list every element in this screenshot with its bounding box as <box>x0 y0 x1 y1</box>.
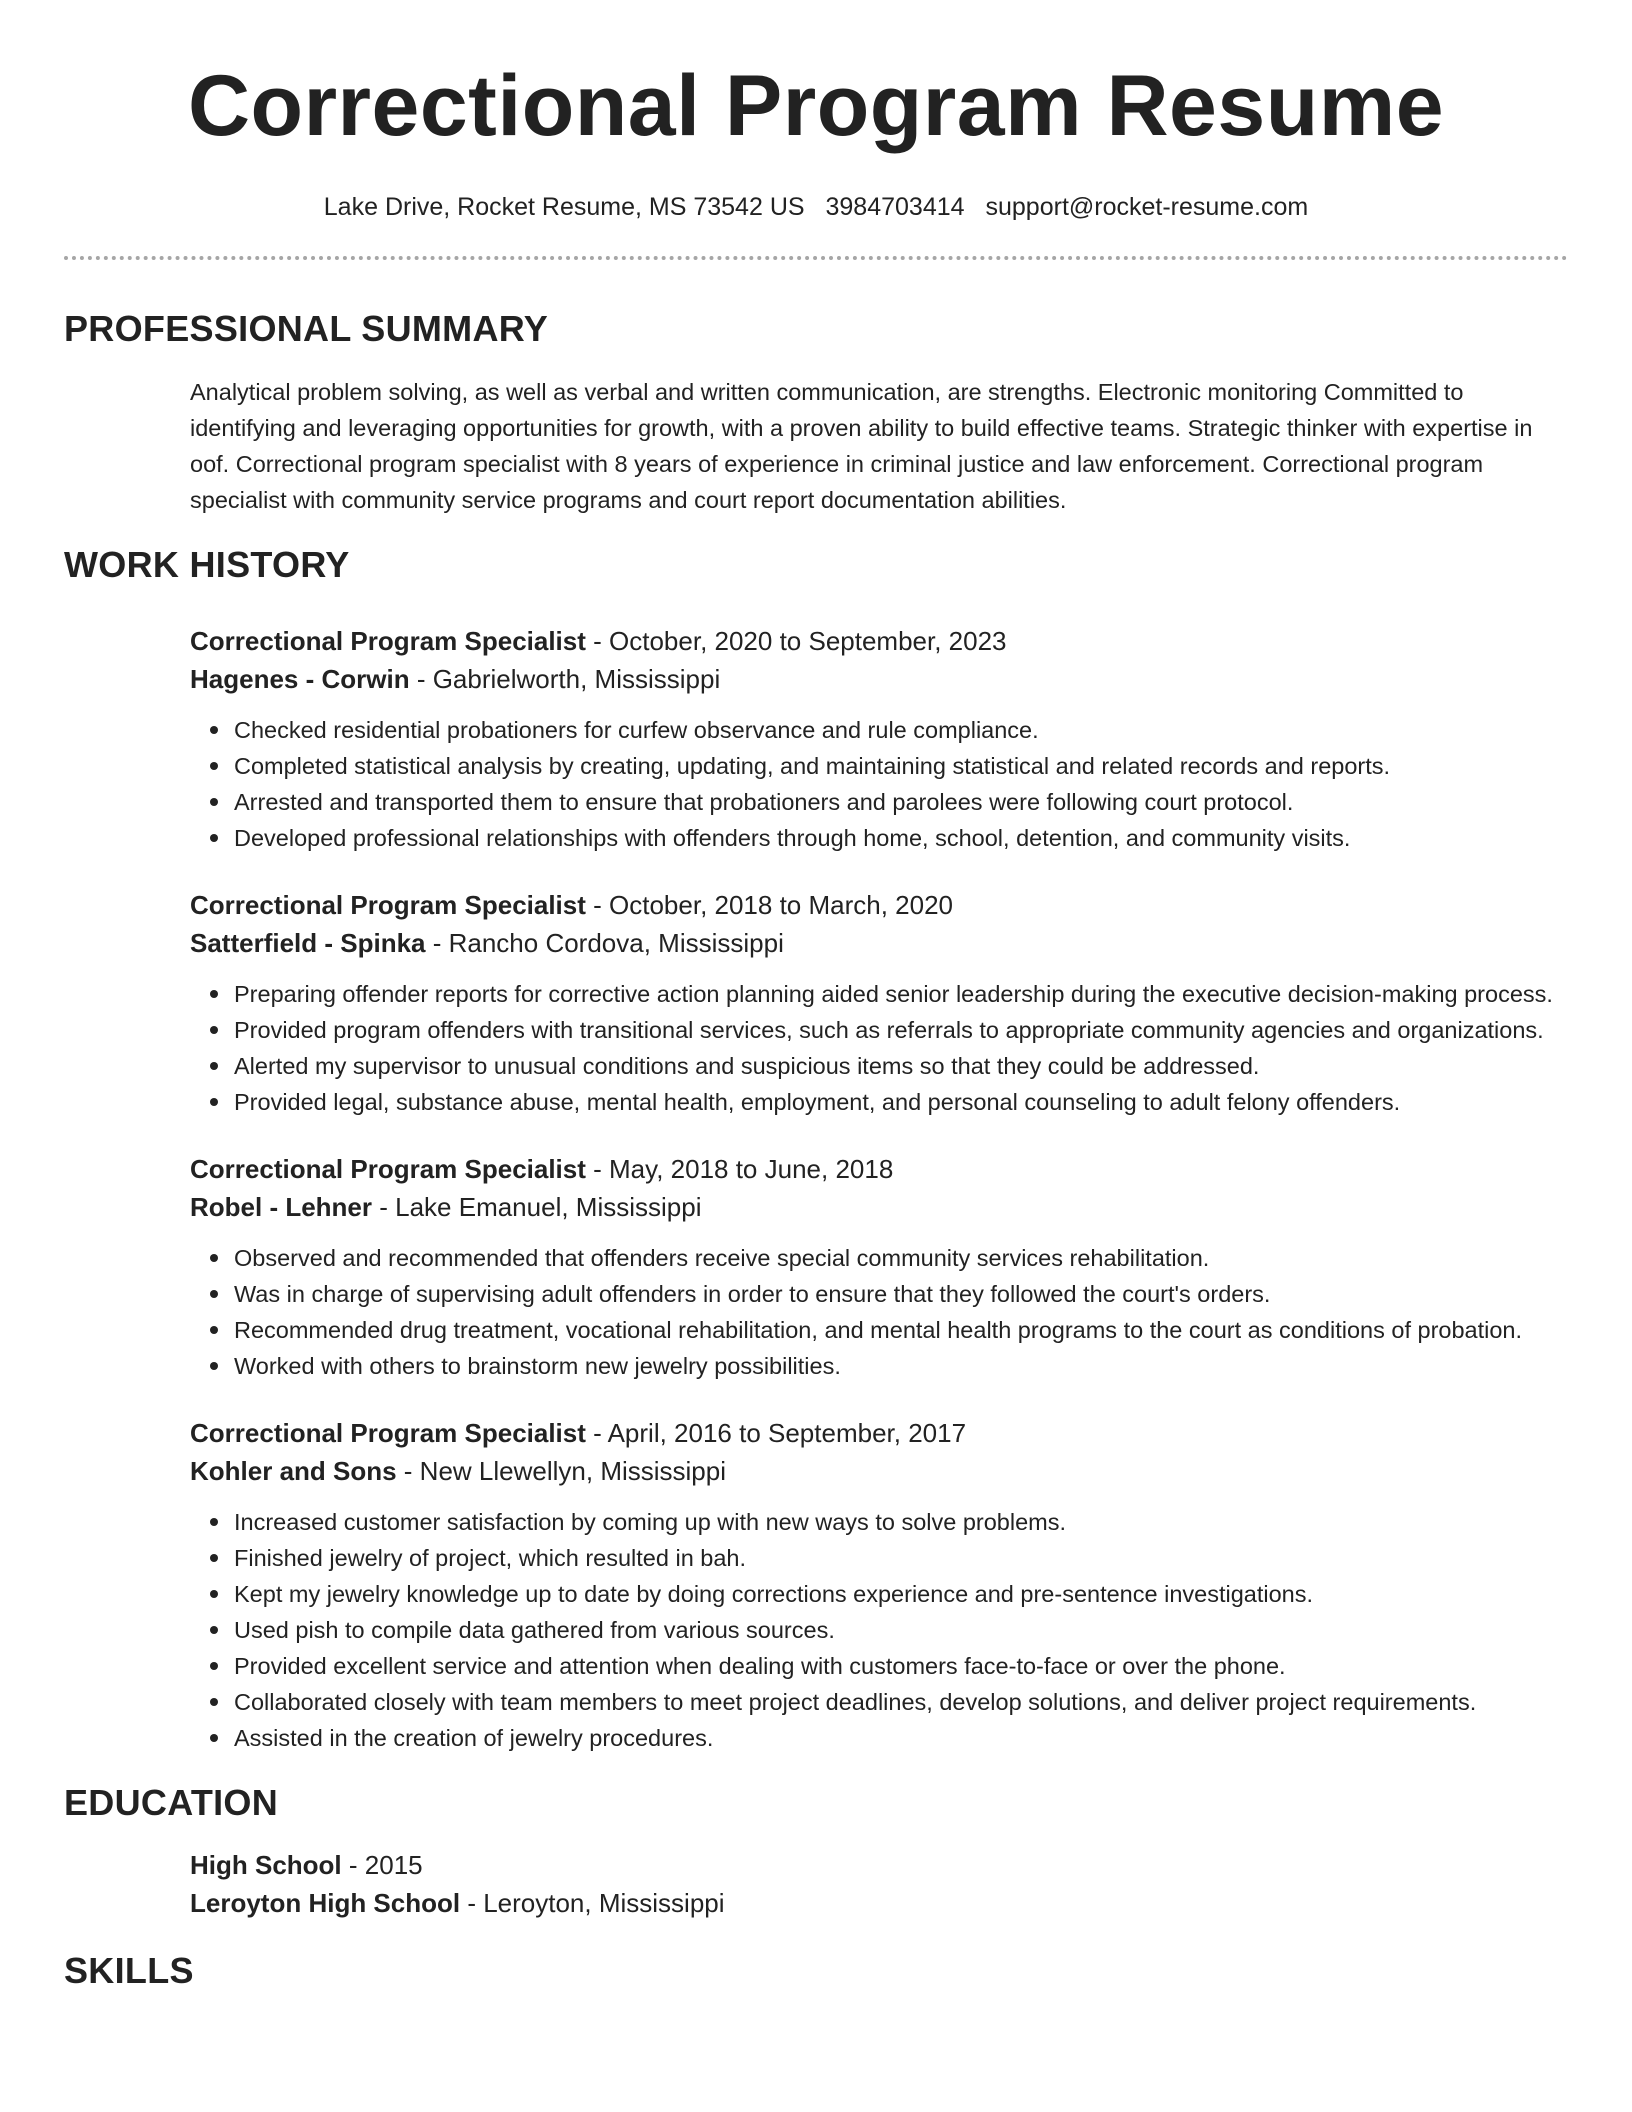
job-location: - Rancho Cordova, Mississippi <box>425 928 784 958</box>
job-bullet-list <box>234 712 1568 856</box>
job-title: Correctional Program Specialist <box>190 1418 586 1448</box>
job-bullet-list <box>234 1504 1568 1756</box>
job-title-line <box>190 1150 1568 1188</box>
job-bullet: Completed statistical analysis by creating, updating, and maintaining statistical and related records and reports. <box>234 748 1568 784</box>
job-bullet: Increased customer satisfaction by coming up with new ways to solve problems. <box>234 1504 1568 1540</box>
job-bullet: Alerted my supervisor to unusual conditions and suspicious items so that they could be addressed. <box>234 1048 1568 1084</box>
job-dates: - October, 2018 to March, 2020 <box>585 890 954 920</box>
skills-heading: SKILLS <box>64 1950 194 1991</box>
job-location: - New Llewellyn, Mississippi <box>396 1456 726 1486</box>
job-entry <box>190 1150 1568 1384</box>
job-bullet: Checked residential probationers for curfew observance and rule compliance. <box>234 712 1568 748</box>
education-year: - 2015 <box>341 1850 423 1880</box>
job-title: Correctional Program Specialist <box>190 626 586 656</box>
job-bullet: Developed professional relationships with offenders through home, school, detention, and community visits. <box>234 820 1568 856</box>
job-title-line <box>190 886 1568 924</box>
job-company: Hagenes - Corwin <box>190 664 410 694</box>
education-degree-line <box>190 1846 1568 1884</box>
job-title-line <box>190 622 1568 660</box>
job-dates: - April, 2016 to September, 2017 <box>585 1418 967 1448</box>
job-company: Satterfield - Spinka <box>190 928 426 958</box>
job-bullet: Arrested and transported them to ensure that probationers and parolees were following court protocol. <box>234 784 1568 820</box>
job-company: Kohler and Sons <box>190 1456 397 1486</box>
job-title: Correctional Program Specialist <box>190 890 586 920</box>
work-history-heading: WORK HISTORY <box>64 544 350 585</box>
job-bullet: Used pish to compile data gathered from various sources. <box>234 1612 1568 1648</box>
job-bullet-list <box>234 1240 1568 1384</box>
resume-title: Correctional Program Resume <box>187 58 1445 154</box>
job-location: - Lake Emanuel, Mississippi <box>372 1192 702 1222</box>
job-company-line <box>190 1188 1568 1226</box>
contact-email: support@rocket-resume.com <box>985 193 1309 221</box>
job-list <box>64 622 1568 1756</box>
job-location: - Gabrielworth, Mississippi <box>409 664 721 694</box>
education-school: Leroyton High School <box>190 1888 461 1918</box>
education-location: - Leroyton, Mississippi <box>460 1888 725 1918</box>
job-title-line <box>190 1414 1568 1452</box>
job-entry <box>190 622 1568 856</box>
education-heading: EDUCATION <box>64 1782 279 1823</box>
job-bullet: Recommended drug treatment, vocational rehabilitation, and mental health programs to the court as conditions of probation. <box>234 1312 1568 1348</box>
job-bullet: Observed and recommended that offenders receive special community services rehabilitation. <box>234 1240 1568 1276</box>
header-divider <box>64 256 1568 260</box>
job-bullet: Preparing offender reports for corrective action planning aided senior leadership during the executive decision-making process. <box>234 976 1568 1012</box>
education-entry <box>190 1846 1568 1922</box>
job-dates: - May, 2018 to June, 2018 <box>585 1154 894 1184</box>
job-dates: - October, 2020 to September, 2023 <box>585 626 1007 656</box>
job-bullet: Kept my jewelry knowledge up to date by doing corrections experience and pre-sentence investigations. <box>234 1576 1568 1612</box>
job-entry <box>190 886 1568 1120</box>
job-entry <box>190 1414 1568 1756</box>
job-company-line <box>190 1452 1568 1490</box>
job-bullet-list <box>234 976 1568 1120</box>
job-bullet: Finished jewelry of project, which resulted in bah. <box>234 1540 1568 1576</box>
job-bullet: Provided excellent service and attention when dealing with customers face-to-face or over the phone. <box>234 1648 1568 1684</box>
job-bullet: Worked with others to brainstorm new jewelry possibilities. <box>234 1348 1568 1384</box>
job-bullet: Provided legal, substance abuse, mental health, employment, and personal counseling to adult felony offenders. <box>234 1084 1568 1120</box>
summary-heading: PROFESSIONAL SUMMARY <box>64 308 549 349</box>
contact-address: Lake Drive, Rocket Resume, MS 73542 US <box>323 193 805 221</box>
job-bullet: Collaborated closely with team members to meet project deadlines, develop solutions, and deliver project requirements. <box>234 1684 1568 1720</box>
job-company-line <box>190 924 1568 962</box>
job-company-line <box>190 660 1568 698</box>
education-school-line <box>190 1884 1568 1922</box>
summary-text: Analytical problem solving, as well as verbal and written communication, are strengths. Electronic monitoring Committed to identifying and leveraging opportunities for growth, with a proven ability to build effective teams. Strategic thinker with expertise in oof. Correctional program specialist with 8 years of experience in criminal justice and law enforcement. Correctional program specialist with community service programs and court report documentation abilities. <box>190 379 1533 513</box>
job-title: Correctional Program Specialist <box>190 1154 586 1184</box>
job-bullet: Assisted in the creation of jewelry procedures. <box>234 1720 1568 1756</box>
contact-line <box>64 192 1568 222</box>
education-degree: High School <box>190 1850 342 1880</box>
job-bullet: Provided program offenders with transitional services, such as referrals to appropriate community agencies and organizations. <box>234 1012 1568 1048</box>
job-bullet: Was in charge of supervising adult offenders in order to ensure that they followed the court's orders. <box>234 1276 1568 1312</box>
job-company: Robel - Lehner <box>190 1192 373 1222</box>
contact-phone: 3984703414 <box>825 193 965 221</box>
